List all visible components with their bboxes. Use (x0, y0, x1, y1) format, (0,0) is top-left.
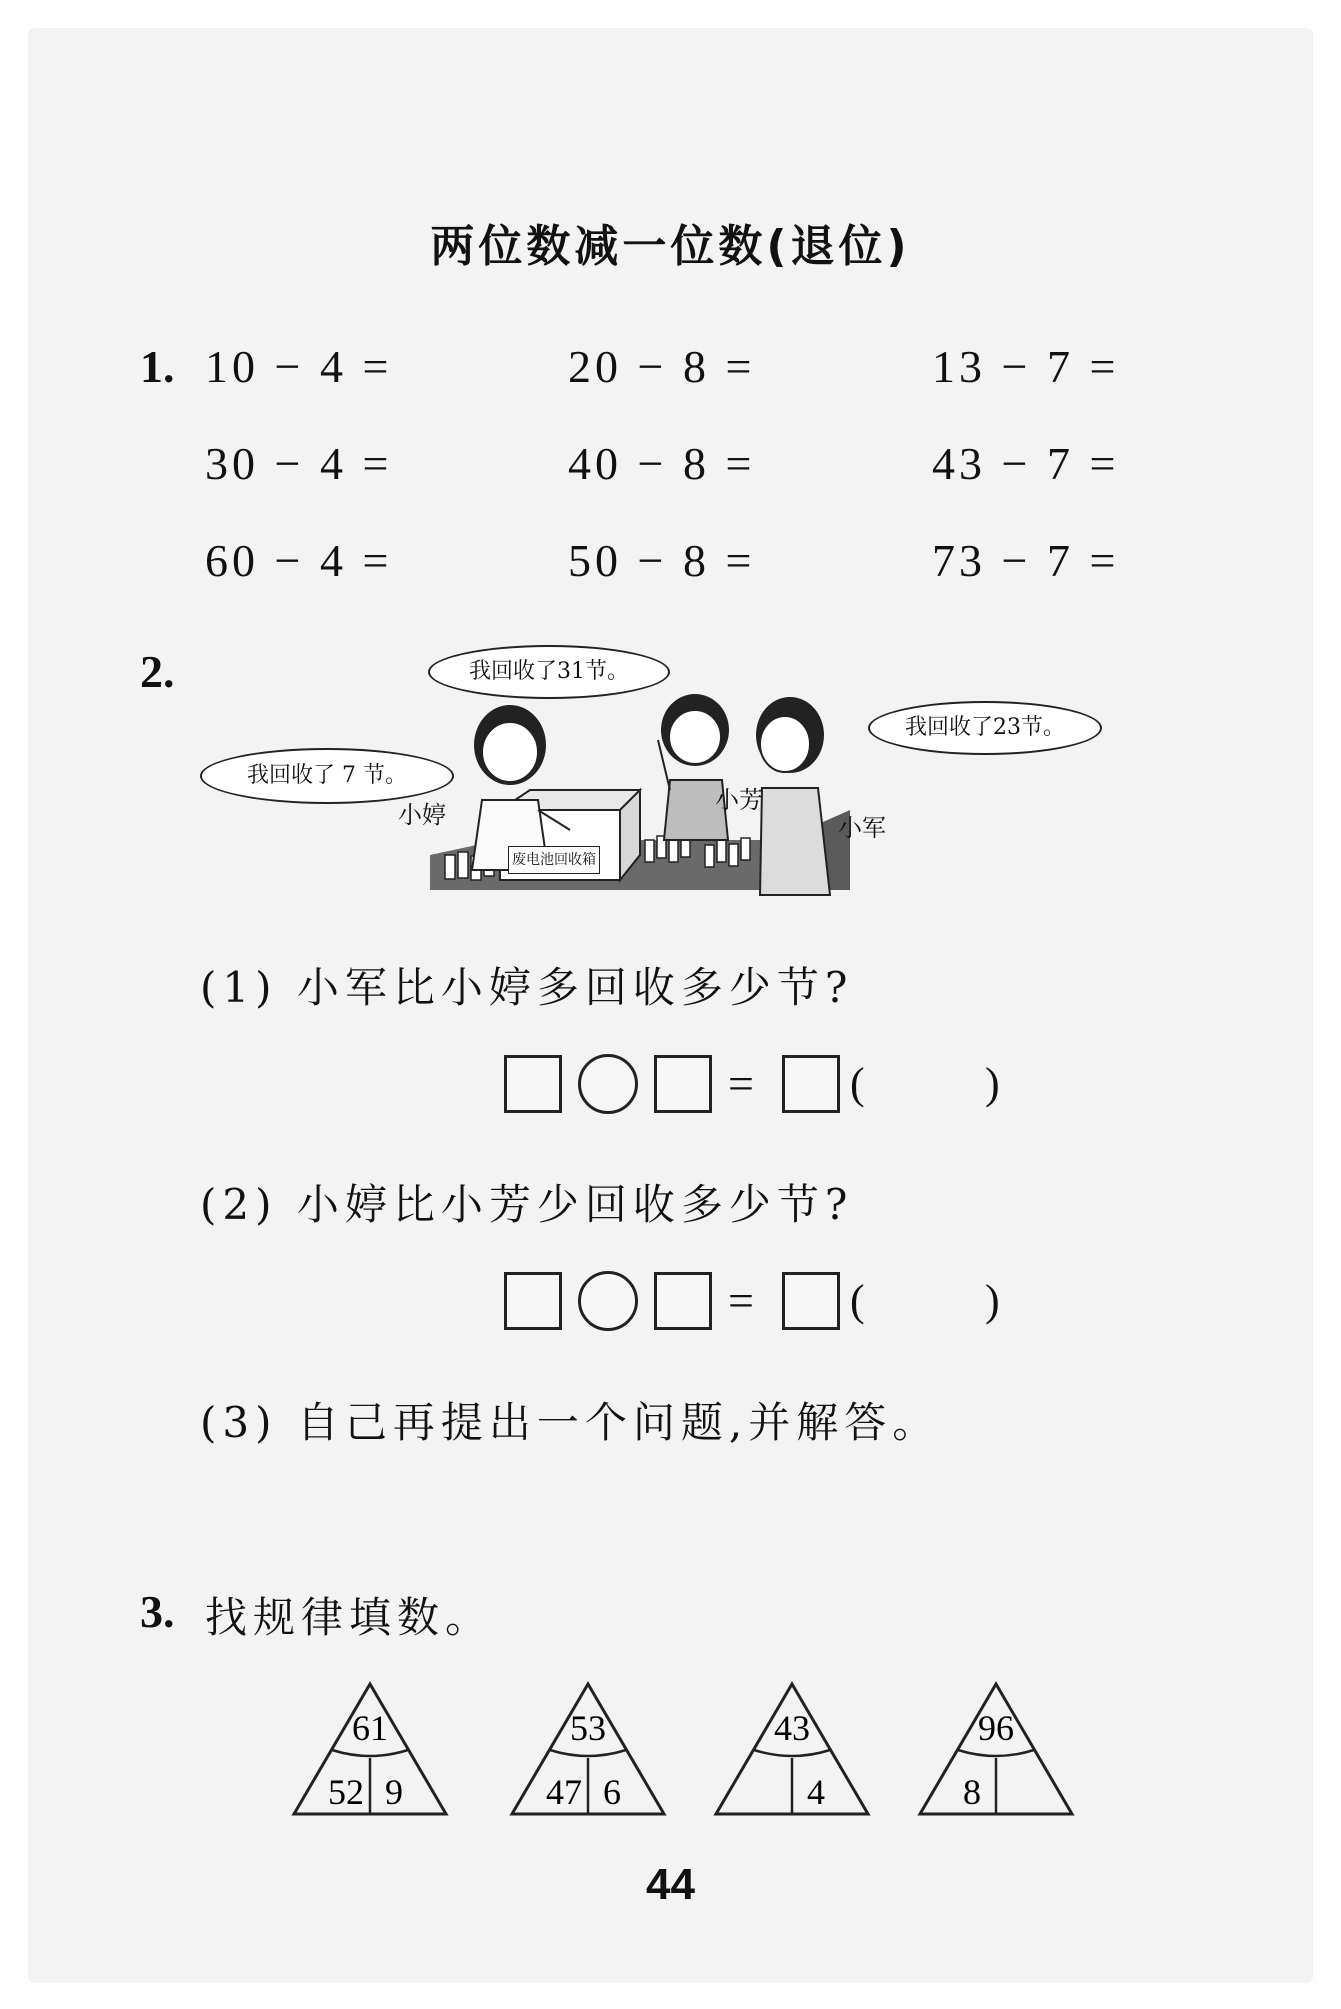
q1-equation: 60 − 4 = (205, 535, 393, 586)
q1-equation: 73 − 7 = (932, 535, 1120, 586)
unit-close-paren: ) (985, 1059, 1000, 1108)
operator-circle[interactable] (578, 1271, 638, 1331)
label-ting: 小婷 (398, 801, 446, 829)
equals-sign: = (728, 1275, 754, 1326)
unit-blank[interactable] (870, 1272, 980, 1332)
page-title: 两位数减一位数(退位) (430, 221, 911, 272)
q2-subquestion-1: (1) 小军比小婷多回收多少节? (200, 963, 854, 1012)
label-fang: 小芳 (715, 786, 763, 814)
label-jun: 小军 (838, 814, 886, 842)
page-number: 44 (646, 1860, 695, 1909)
speech-bubble-jun: 我回收了23节。 (868, 701, 1102, 755)
q2-subquestion-2: (2) 小婷比小芳少回收多少节? (200, 1180, 854, 1229)
answer-box[interactable] (504, 1272, 562, 1330)
answer-box[interactable] (654, 1055, 712, 1113)
unit-open-paren: ( (850, 1059, 865, 1108)
q3-prompt: 找规律填数。 (205, 1593, 494, 1642)
number-triangle (508, 1680, 668, 1822)
q1-equation: 50 − 8 = (568, 535, 756, 586)
operator-circle[interactable] (578, 1054, 638, 1114)
recycle-box-label: 废电池回收箱 (508, 846, 600, 874)
boy-jun (756, 697, 830, 895)
triangle-left-number: 47 (546, 1772, 582, 1812)
q1-equation: 13 − 7 = (932, 341, 1120, 392)
triangle-right-number: 4 (807, 1772, 825, 1812)
number-triangle (290, 1680, 450, 1822)
number-triangle[interactable] (916, 1680, 1076, 1822)
triangle-top-number: 96 (978, 1708, 1014, 1748)
number-triangle[interactable] (712, 1680, 872, 1822)
triangle-right-number: 6 (603, 1772, 621, 1812)
answer-box[interactable] (782, 1055, 840, 1113)
equals-sign: = (728, 1058, 754, 1109)
answer-box[interactable] (654, 1272, 712, 1330)
triangle-top-number: 53 (570, 1708, 606, 1748)
q1-equation: 43 − 7 = (932, 438, 1120, 489)
question-2-number: 2. (140, 646, 175, 697)
question-3-number: 3. (140, 1586, 175, 1637)
q1-equation: 20 − 8 = (568, 341, 756, 392)
answer-box[interactable] (504, 1055, 562, 1113)
unit-blank[interactable] (870, 1055, 980, 1115)
unit-close-paren: ) (985, 1276, 1000, 1325)
speech-bubble-ting: 我回收了 7 节。 (200, 748, 454, 804)
triangle-right-number: 9 (385, 1772, 403, 1812)
unit-open-paren: ( (850, 1276, 865, 1325)
q2-subquestion-3: (3) 自己再提出一个问题,并解答。 (200, 1398, 941, 1447)
question-1-number: 1. (140, 341, 175, 392)
q1-equation: 40 − 8 = (568, 438, 756, 489)
triangle-left-number: 52 (328, 1772, 364, 1812)
triangle-top-number: 43 (774, 1708, 810, 1748)
triangle-left-number: 8 (963, 1772, 981, 1812)
triangle-top-number: 61 (352, 1708, 388, 1748)
answer-box[interactable] (782, 1272, 840, 1330)
q1-equation: 30 − 4 = (205, 438, 393, 489)
q1-equation: 10 − 4 = (205, 341, 393, 392)
speech-bubble-fang: 我回收了31节。 (428, 645, 670, 699)
girl-fang (658, 694, 729, 840)
